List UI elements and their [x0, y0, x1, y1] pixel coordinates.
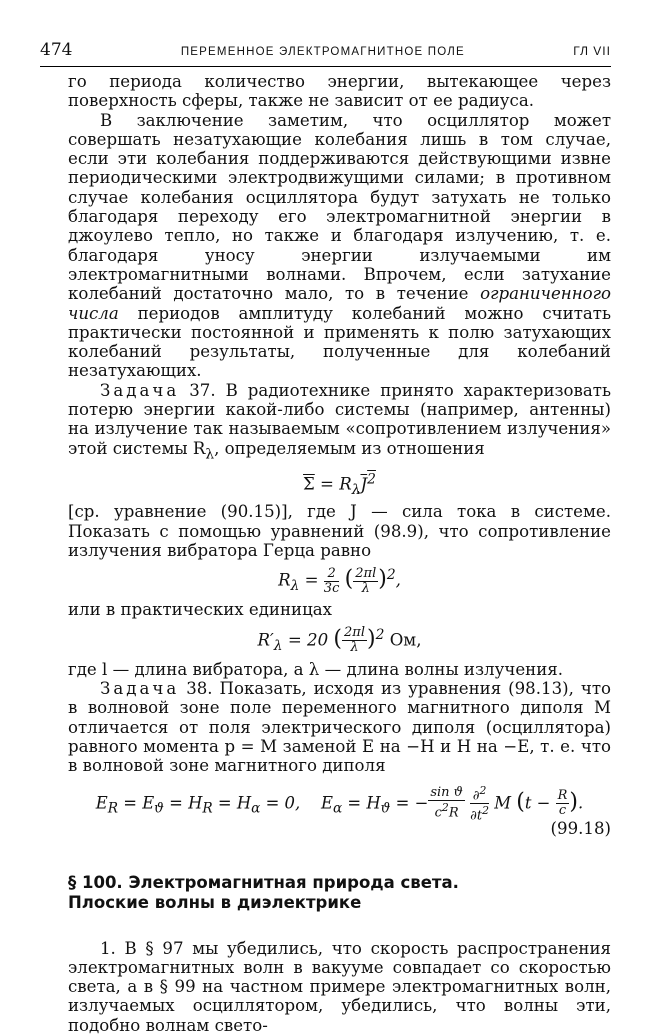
section-heading — [68, 873, 611, 913]
section-title-line1: § 100. Электромагнитная природа света. — [68, 872, 459, 892]
equation-radiation-resistance-def: $\overline{\Sigma} = R_\lambda J^2$ — [303, 471, 376, 499]
section-title-line2: Плоские волны в диэлектрике — [68, 892, 362, 912]
equation-practical-units: $R'_\lambda = 20$ ( $\frac{2\pi l}{\lambda}$ )$^2$ Ом, — [257, 625, 422, 656]
emphasis-text: ограниченного числа — [68, 284, 611, 323]
paragraph-practical: или в практических единицах — [68, 600, 333, 620]
equation-hertz-resistance: $R_\lambda$ = $\frac{2}{3c}$ ( $\frac{2\pi l}{\lambda}$ )$^2$, — [278, 565, 401, 596]
task-label: Задача — [100, 380, 180, 400]
task-37: Задача 37. В радиотехнике принято характеризовать потерю энергии какой-либо системы (например, антенны) на излучение так называемым «сопротивлением излучения» этой системы $R_\lambda$, определяемым из отношения — [68, 380, 611, 462]
task-38: Задача 38. Показать, исходя из уравнения (98.13), что в волновой зоне поле переменного магнитного диполя M отличается от поля электрического диполя (осциллятора) равного момента p = M заменой E на −H и H на −E, т. е. что в волновой зоне магнитного диполя — [68, 679, 611, 776]
task-label: Задача — [100, 679, 180, 699]
running-title: ПЕРЕМЕННОЕ ЭЛЕКТРОМАГНИТНОЕ ПОЛЕ — [180, 46, 465, 58]
equation-magnetic-dipole: $E_R = E_ϑ = H_R = H_\alpha = 0$, $E_\alpha = H_ϑ$ = − $\frac{\text{sin ϑ}}{c^2R}$ $\frac{\partial^2}{\partial t^2}$ M (t − $\frac{R}{c}$ ). — [95, 783, 584, 824]
page-number: 474 — [40, 40, 73, 60]
equation-number: (99.18) — [550, 819, 611, 839]
paragraph-oscillator: В заключение заметим, что осциллятор может совершать незатухающие колебания лишь в том случае, если эти колебания поддерживаются действующими извне периодическими электродвижущими силами; в противном случае колебания осциллятора будут затухать не только благодаря переходу его электромагнитной энергии в джоулево тепло, но также и благодаря излучению, т. е. благодаря уносу энергии излучаемыми им электромагнитными волнами. Впрочем, если затухание колебаний достаточно мало, то в течение ограниченного числа периодов амплитуду колебаний можно считать практически постоянной и применять к полю затухающих колебаний результаты, полученные для колебаний незатухающих. — [68, 110, 611, 381]
page-body — [68, 72, 611, 1035]
running-header — [40, 40, 611, 64]
chapter-label: ГЛ VII — [573, 44, 611, 58]
paragraph-where: где l — длина вибратора, а λ — длина волны излучения. — [68, 659, 564, 679]
paragraph-continued: го периода количество энергии, вытекающее через поверхность сферы, также не зависит от ее радиуса. — [68, 72, 611, 111]
header-rule — [40, 66, 611, 67]
paragraph-section-1: 1. В § 97 мы убедились, что скорость распространения электромагнитных волн в вакууме совпадает со скоростью света, а в § 99 на частном примере электромагнитных волн, излучаемых осциллятором, убедились, что волны эти, подобно волнам свето- — [68, 938, 611, 1035]
paragraph-ref: [ср. уравнение (90.15)], где J — сила тока в системе. Показать с помощью уравнений (98.9), что сопротивление излучения вибратора Герца равно — [68, 502, 611, 560]
